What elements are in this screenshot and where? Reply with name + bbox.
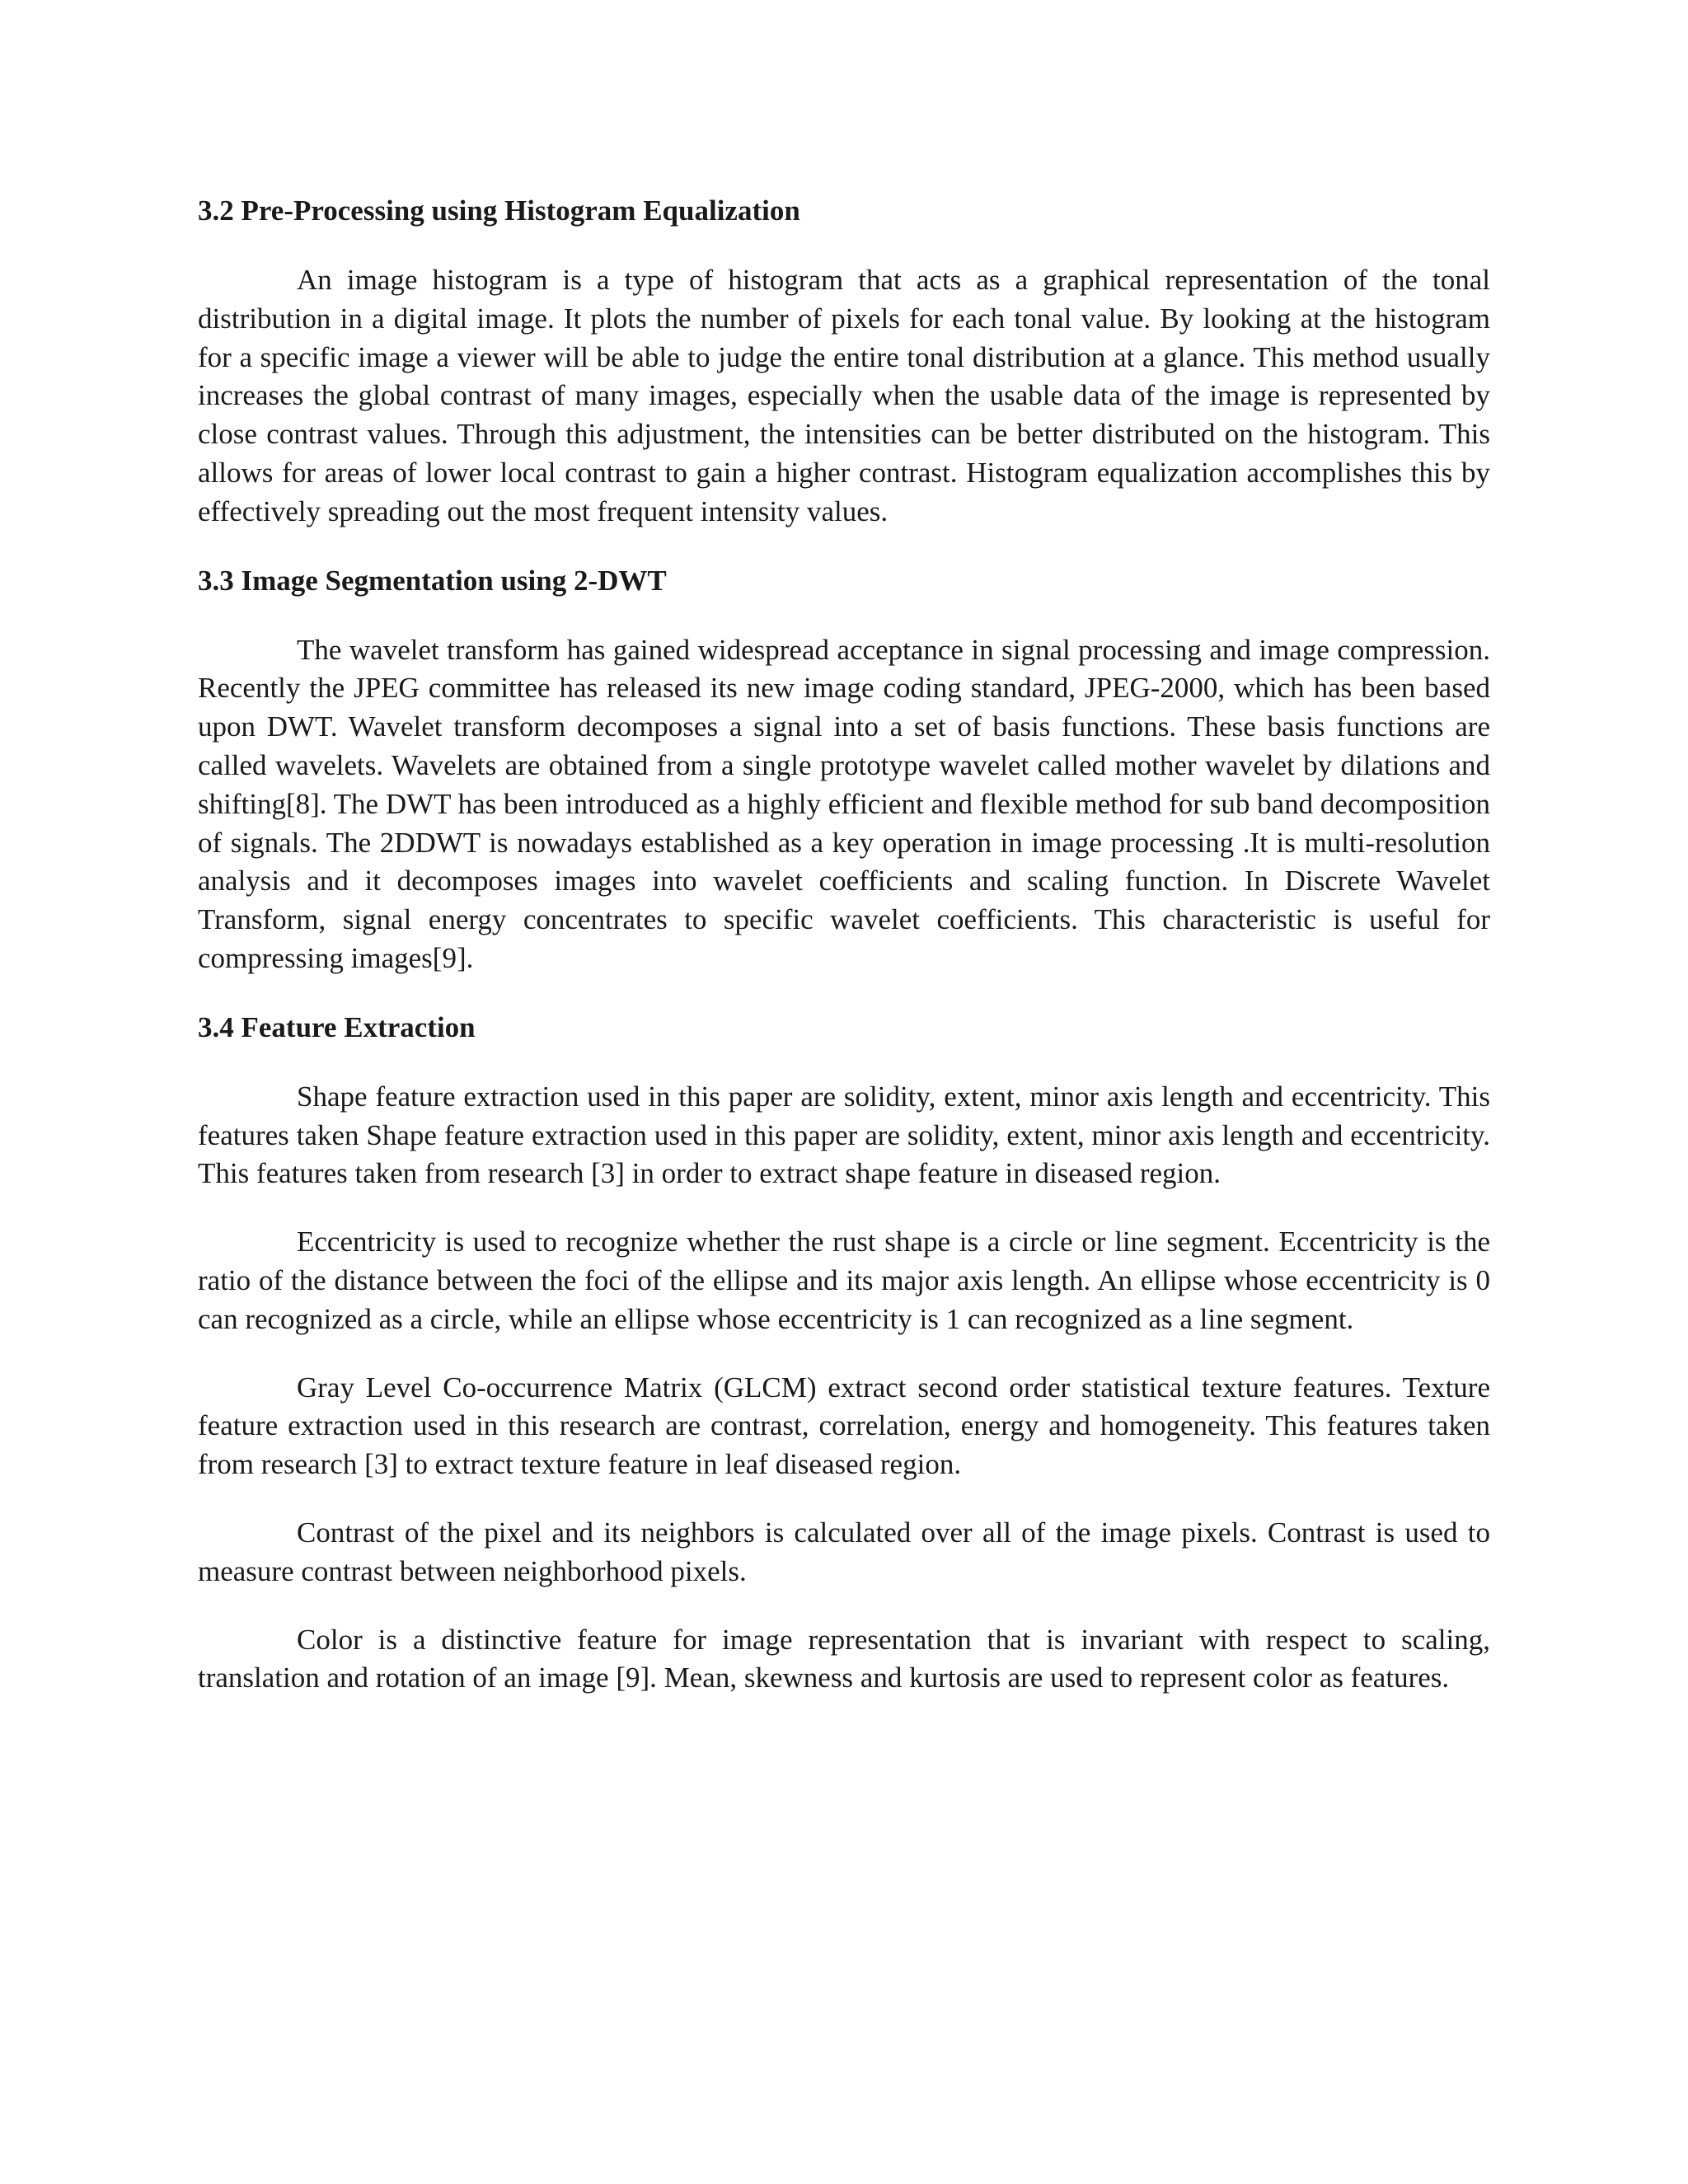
paragraph: Eccentricity is used to recognize whether the rust shape is a circle or line segment. Eccentricity is the ratio of the distance between the foci of the ellipse and its major axis length. An ellipse whose eccentricity is 0 can recognized as a circle, while an ellipse whose eccentricity is 1 can recognized as a line segment. (198, 1226, 1490, 1335)
paragraph: Gray Level Co-occurrence Matrix (GLCM) extract second order statistical texture features. Texture feature extraction used in this research are contrast, correlation, energy and homogeneity. This features taken from research [3] to extract texture feature in leaf diseased region. (198, 1371, 1490, 1481)
document-page (198, 191, 1490, 1727)
section-histogram-equalization (198, 191, 1490, 532)
paragraph: Shape feature extraction used in this paper are solidity, extent, minor axis length and eccentricity. This features taken Shape feature extraction used in this paper are solidity, extent, minor axis length and eccentricity. This features taken from research [3] in order to extract shape feature in diseased region. (198, 1080, 1490, 1190)
section-heading: 3.2 Pre-Processing using Histogram Equalization (198, 194, 800, 227)
paragraph: Color is a distinctive feature for image representation that is invariant with respect to scaling, translation and rotation of an image [9]. Mean, skewness and kurtosis are used to represent color as features. (198, 1623, 1490, 1694)
section-feature-extraction (198, 1008, 1490, 1698)
paragraph: The wavelet transform has gained widespread acceptance in signal processing and image compression. Recently the JPEG committee has released its new image coding standard, JPEG-2000, which has been based upon DWT. Wavelet transform decomposes a signal into a set of basis functions. These basis functions are called wavelets. Wavelets are obtained from a single prototype wavelet called mother wavelet by dilations and shifting[8]. The DWT has been introduced as a highly efficient and flexible method for sub band decomposition of signals. The 2DDWT is nowadays established as a key operation in image processing .It is multi-resolution analysis and it decomposes images into wavelet coefficients and scaling function. In Discrete Wavelet Transform, signal energy concentrates to specific wavelet coefficients. This characteristic is useful for compressing images[9]. (198, 633, 1490, 974)
section-heading: 3.4 Feature Extraction (198, 1010, 476, 1043)
section-image-segmentation (198, 561, 1490, 978)
paragraph: Contrast of the pixel and its neighbors is calculated over all of the image pixels. Contrast is used to measure contrast between neighborhood pixels. (198, 1516, 1490, 1587)
section-heading: 3.3 Image Segmentation using 2-DWT (198, 564, 667, 597)
paragraph: An image histogram is a type of histogram that acts as a graphical representation of the tonal distribution in a digital image. It plots the number of pixels for each tonal value. By looking at the histogram for a specific image a viewer will be able to judge the entire tonal distribution at a glance. This method usually increases the global contrast of many images, especially when the usable data of the image is represented by close contrast values. Through this adjustment, the intensities can be better distributed on the histogram. This allows for areas of lower local contrast to gain a higher contrast. Histogram equalization accomplishes this by effectively spreading out the most frequent intensity values. (198, 264, 1490, 527)
